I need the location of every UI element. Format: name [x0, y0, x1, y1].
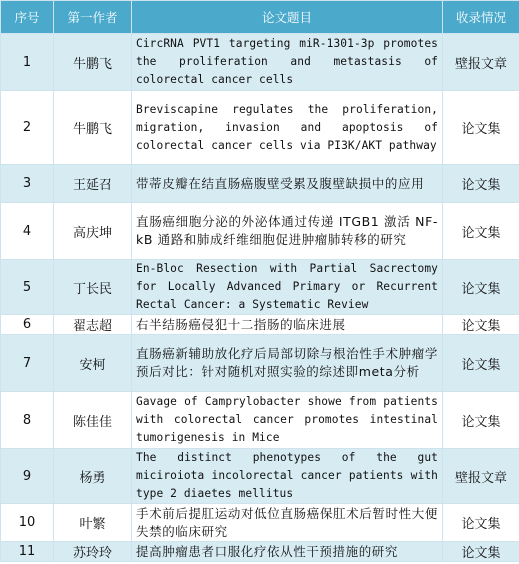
cell-author: 王延召: [54, 165, 132, 203]
cell-status: 论文集: [443, 260, 519, 315]
table-row: [1, 260, 519, 315]
cell-no: 2: [1, 91, 54, 165]
cell-no: 4: [1, 203, 54, 260]
cell-author: 牛鹏飞: [54, 91, 132, 165]
table-row: [1, 203, 519, 260]
cell-status: 论文集: [443, 91, 519, 165]
table-row: [1, 165, 519, 203]
cell-title: 手术前后提肛运动对低位直肠癌保肛术后暂时性大便失禁的临床研究: [132, 504, 443, 542]
cell-no: 1: [1, 34, 54, 91]
cell-status: 论文集: [443, 335, 519, 392]
cell-status: 论文集: [443, 504, 519, 542]
cell-title: Gavage of Camprylobacter showe from patients with colorectal cancer promotes intestinal tumorigenesis in Mice: [132, 392, 443, 449]
cell-author: 杨勇: [54, 449, 132, 504]
table-row: [1, 91, 519, 165]
cell-no: 8: [1, 392, 54, 449]
header-status: 收录情况: [443, 1, 519, 34]
cell-no: 9: [1, 449, 54, 504]
cell-title: 右半结肠癌侵犯十二指肠的临床进展: [132, 315, 443, 335]
cell-status: 论文集: [443, 203, 519, 260]
cell-status: 论文集: [443, 315, 519, 335]
cell-author: 高庆坤: [54, 203, 132, 260]
cell-author: 叶繁: [54, 504, 132, 542]
header-row: [1, 1, 519, 34]
table-row: [1, 34, 519, 91]
cell-title: 带蒂皮瓣在结直肠癌腹壁受累及腹壁缺损中的应用: [132, 165, 443, 203]
cell-no: 6: [1, 315, 54, 335]
cell-author: 丁长民: [54, 260, 132, 315]
header-title: 论文题目: [132, 1, 443, 34]
header-no: 序号: [1, 1, 54, 34]
cell-no: 11: [1, 542, 54, 562]
cell-title: 直肠癌细胞分泌的外泌体通过传递 ITGB1 激活 NF-kB 通路和肺成纤维细胞促进肿瘤肺转移的研究: [132, 203, 443, 260]
cell-author: 陈佳佳: [54, 392, 132, 449]
cell-title: Breviscapine regulates the proliferation, migration, invasion and apoptosis of colorectal cancer cells via PI3K/AKT pathway: [132, 91, 443, 165]
cell-status: 壁报文章: [443, 34, 519, 91]
cell-title: The distinct phenotypes of the gut miciroiota incolorectal cancer patients with type 2 diaetes mellitus: [132, 449, 443, 504]
cell-title: 提高肿瘤患者口服化疗依从性干预措施的研究: [132, 542, 443, 562]
cell-no: 7: [1, 335, 54, 392]
cell-status: 论文集: [443, 165, 519, 203]
header-author: 第一作者: [54, 1, 132, 34]
table-row: [1, 504, 519, 542]
cell-title: En-Bloc Resection with Partial Sacrectomy for Locally Advanced Primary or Recurrent Rectal Cancer: a Systematic Review: [132, 260, 443, 315]
table-row: [1, 542, 519, 562]
cell-author: 安柯: [54, 335, 132, 392]
cell-status: 论文集: [443, 392, 519, 449]
cell-no: 10: [1, 504, 54, 542]
table-row: [1, 335, 519, 392]
cell-title: 直肠癌新辅助放化疗后局部切除与根治性手术肿瘤学预后对比：针对随机对照实验的综述即meta分析: [132, 335, 443, 392]
cell-no: 5: [1, 260, 54, 315]
cell-author: 苏玲玲: [54, 542, 132, 562]
cell-title: CircRNA PVT1 targeting miR-1301-3p promotes the proliferation and metastasis of colorectal cancer cells: [132, 34, 443, 91]
table-row: [1, 315, 519, 335]
cell-status: 论文集: [443, 542, 519, 562]
table-row: [1, 449, 519, 504]
cell-status: 壁报文章: [443, 449, 519, 504]
cell-author: 翟志超: [54, 315, 132, 335]
cell-no: 3: [1, 165, 54, 203]
table-row: [1, 392, 519, 449]
cell-author: 牛鹏飞: [54, 34, 132, 91]
